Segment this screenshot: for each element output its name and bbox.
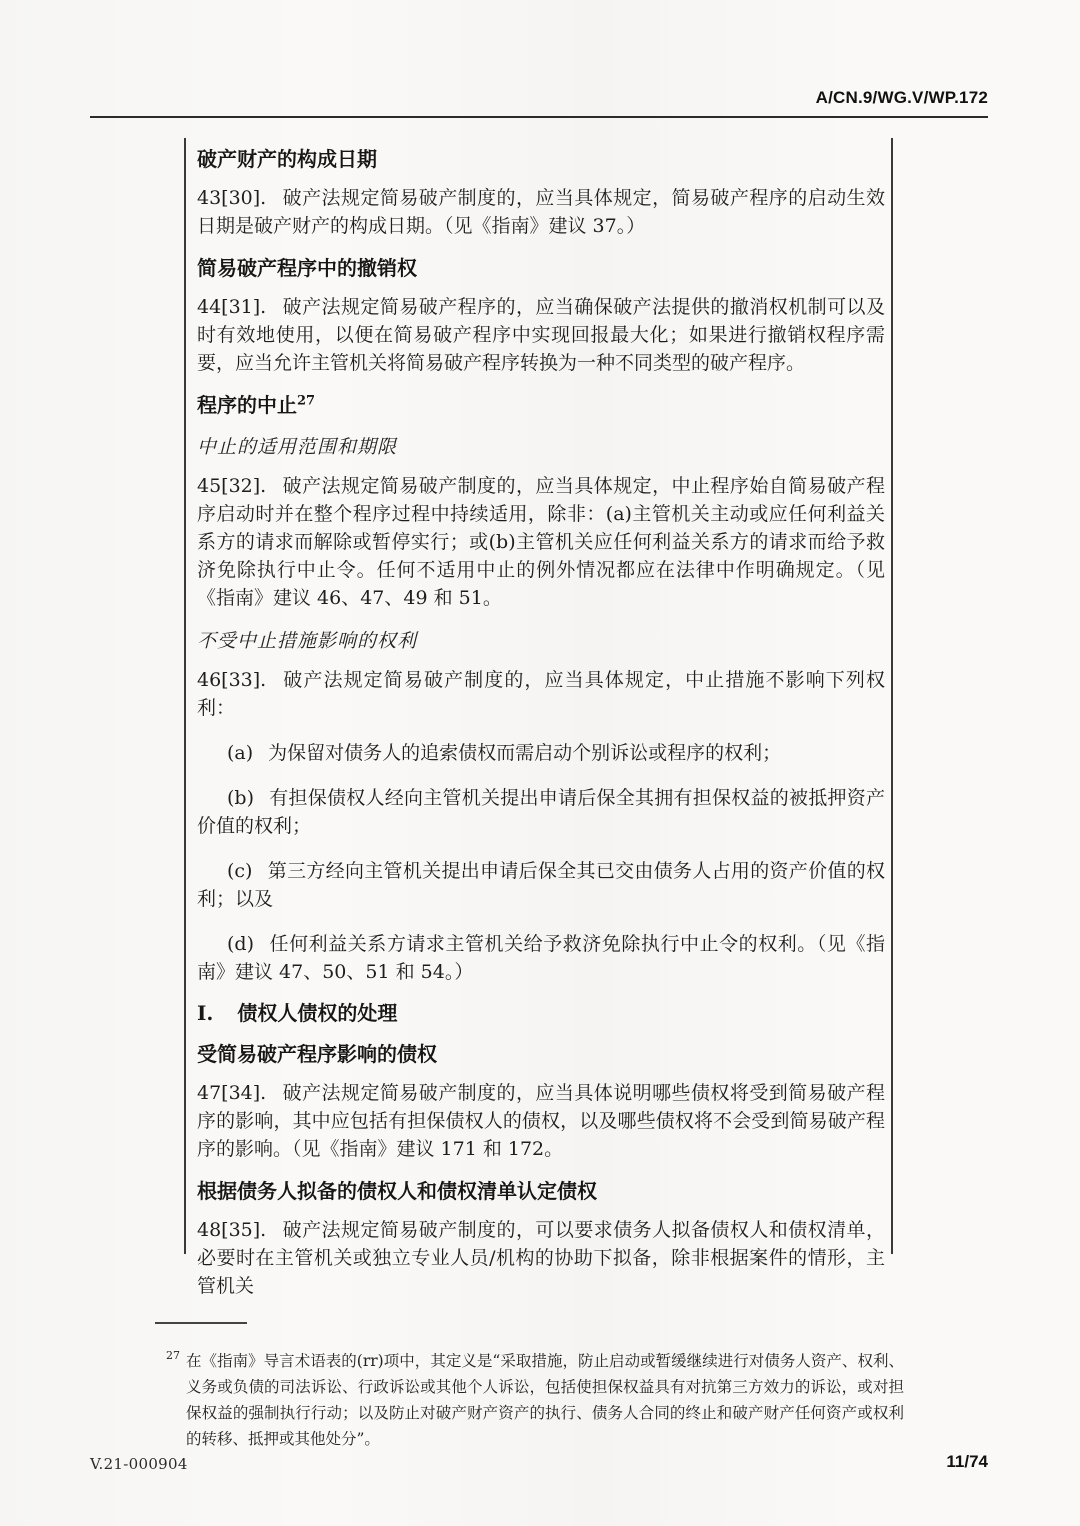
list-item-label: (c) (227, 860, 253, 882)
list-item-d (197, 930, 885, 986)
heading-text: 程序的中止 (197, 393, 297, 417)
change-bar-left (184, 138, 186, 1254)
document-body (197, 140, 885, 1300)
list-item-text: 任何利益关系方请求主管机关给予救济免除执行中止令的权利。（见《指南》建议 47、50、51 和 54。） (197, 933, 885, 983)
list-item-b (197, 784, 885, 840)
paragraph-number: 45[32]. (197, 475, 267, 497)
list-item-text: 有担保债权人经向主管机关提出申请后保全其拥有担保权益的被抵押资产价值的权利； (197, 787, 885, 837)
paragraph-text: 破产法规定简易破产制度的，应当具体规定，中止程序始自简易破产程序启动时并在整个程序过程中持续适用，除非：(a)主管机关主动或应任何利益关系方的请求而解除或暂停实行；或(b)主管机关应任何利益关系方的请求而给予救济免除执行中止令。任何不适用中止的例外情况都应在法律中作明确规定。（见《指南》建议 46、47、49 和 51。 (197, 475, 885, 609)
list-item-a (197, 739, 885, 767)
list-item-text: 为保留对债务人的追索债权而需启动个别诉讼或程序的权利； (268, 742, 782, 764)
paragraph-47-34 (197, 1079, 885, 1163)
paragraph-number: 48[35]. (197, 1219, 267, 1241)
paragraph-number: 46[33]. (197, 669, 267, 691)
list-item-label: (d) (227, 933, 254, 955)
paragraph-text: 破产法规定简易破产制度的，可以要求债务人拟备债权人和债权清单，必要时在主管机关或独立专业人员/机构的协助下拟备，除非根据案件的情形，主管机关 (197, 1219, 885, 1297)
footnote-separator (155, 1322, 247, 1324)
section-title: 债权人债权的处理 (237, 1001, 398, 1025)
list-item-c (197, 857, 885, 913)
footnote-27 (166, 1348, 904, 1452)
heading-estate-constitution-date: 破产财产的构成日期 (197, 147, 377, 171)
document-symbol: A/CN.9/WG.V/WP.172 (815, 88, 988, 107)
paragraph-44-31 (197, 293, 885, 377)
paragraph-text: 破产法规定简易破产程序的，应当确保破产法提供的撤消权机制可以及时有效地使用，以便在简易破产程序中实现回报最大化；如果进行撤销权程序需要，应当允许主管机关将简易破产程序转换为一种不同类型的破产程序。 (197, 296, 885, 374)
header-rule (90, 116, 988, 118)
footnote-text: 在《指南》导言术语表的(rr)项中，其定义是“采取措施，防止启动或暂缓继续进行对债务人资产、权利、义务或负债的司法诉讼、行政诉讼或其他个人诉讼，包括使担保权益具有对抗第三方效力的诉讼，或对担保权益的强制执行行动；以及防止对破产财产资产的执行、债务人合同的终止和破产财产任何资产或权利的转移、抵押或其他处分”。 (186, 1351, 904, 1448)
heading-claims-list-admission: 根据债务人拟备的债权人和债权清单认定债权 (197, 1179, 597, 1203)
heading-claims-affected: 受简易破产程序影响的债权 (197, 1042, 437, 1066)
subheading-rights-unaffected: 不受中止措施影响的权利 (197, 630, 418, 652)
section-heading-creditor-claims (197, 1000, 885, 1026)
page-number: 11/74 (946, 1452, 988, 1471)
paragraph-text: 破产法规定简易破产制度的，应当具体说明哪些债权将受到简易破产程序的影响，其中应包括有担保债权人的债权，以及哪些债权将不会受到简易破产程序的影响。（见《指南》建议 171 和 172。 (197, 1082, 885, 1160)
section-number: I. (197, 1001, 214, 1025)
footnote-marker: 27 (166, 1349, 180, 1363)
heading-stay-of-proceedings (197, 392, 885, 418)
list-item-label: (b) (227, 787, 254, 809)
paragraph-43-30 (197, 184, 885, 240)
list-item-label: (a) (227, 742, 254, 764)
paragraph-text: 破产法规定简易破产制度的，应当具体规定，简易破产程序的启动生效日期是破产财产的构成日期。（见《指南》建议 37。） (197, 187, 885, 237)
heading-avoidance-rights: 简易破产程序中的撤销权 (197, 256, 417, 280)
paragraph-number: 43[30]. (197, 187, 267, 209)
paragraph-45-32 (197, 472, 885, 612)
paragraph-48-35 (197, 1216, 885, 1300)
subheading-stay-scope-duration: 中止的适用范围和期限 (197, 436, 398, 458)
paragraph-number: 44[31]. (197, 296, 267, 318)
change-bar-right (891, 138, 893, 1254)
footnote-reference: 27 (297, 393, 316, 409)
paragraph-46-33 (197, 666, 885, 722)
paragraph-number: 47[34]. (197, 1082, 267, 1104)
job-number: V.21-000904 (90, 1455, 188, 1473)
list-item-text: 第三方经向主管机关提出申请后保全其已交由债务人占用的资产价值的权利；以及 (197, 860, 885, 910)
paragraph-text: 破产法规定简易破产制度的，应当具体规定，中止措施不影响下列权利： (197, 669, 885, 719)
